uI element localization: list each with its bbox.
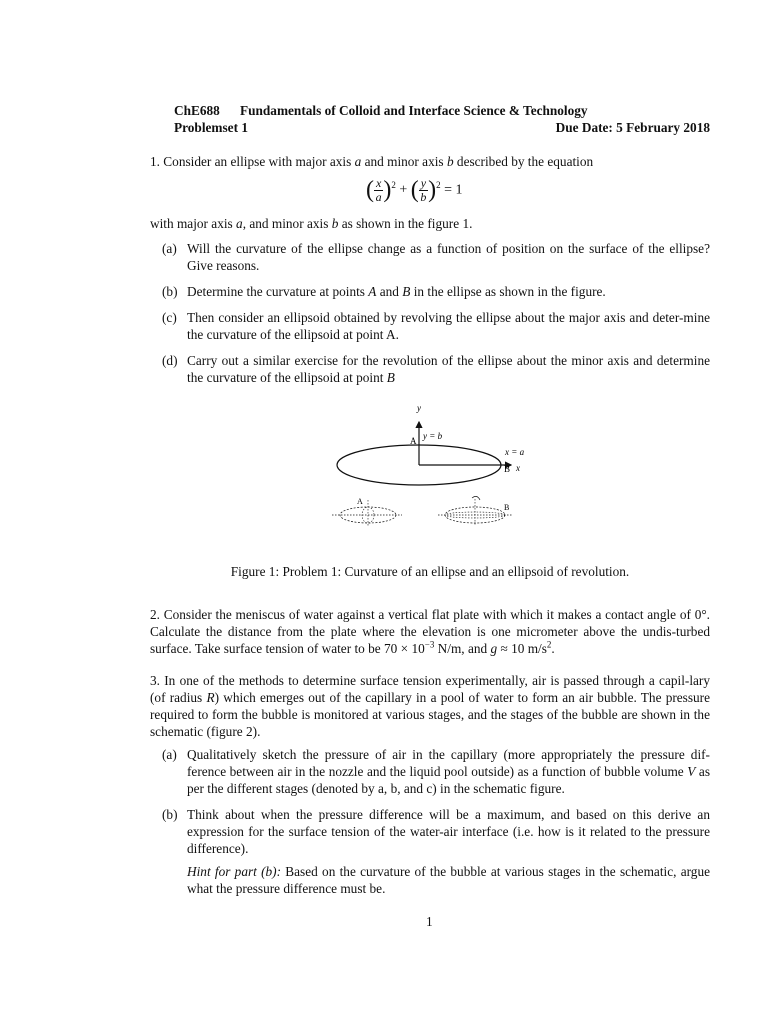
q1-item-a: (a) Will the curvature of the ellipse change as a function of position on the surface of the ellipse? Give reasons. (162, 241, 710, 273)
label-A: A (410, 436, 417, 446)
label-x: x (516, 463, 520, 473)
q1-item-d: (d) Carry out a similar exercise for the revolution of the ellipse about the minor axis and determine the curvature of the ellipsoid at point B (162, 353, 710, 385)
figure-1-ellipse-diagram (320, 398, 550, 526)
label-B: B (504, 464, 511, 474)
rotation-arrow-icon (472, 496, 480, 500)
label-B-ellipsoid: B (504, 503, 510, 512)
course-code: ChE688 (174, 103, 220, 118)
q3-item-b: (b) Think about when the pressure difference will be a maximum, and based on this derive an expression for the surface tension of the water-air interface (i.e. how is it related to the pressure difference). Hint for part (b): Based on the curvature of the bubble at various stages in the schematic, argue what the pressure difference must be. (162, 807, 710, 896)
q1-item-b: (b) Determine the curvature at points A and B in the ellipse as shown in the figure. (162, 284, 606, 299)
q1-intro: 1. Consider an ellipse with major axis a and minor axis b described by the equation (150, 154, 594, 169)
label-y-eq-b: y = b (423, 431, 443, 441)
label-x-eq-a: x = a (505, 447, 525, 457)
page-number: 1 (426, 914, 433, 929)
label-y: y (417, 403, 421, 413)
course-title: Fundamentals of Colloid and Interface Science & Technology (240, 103, 588, 118)
q3-item-a: (a) Qualitatively sketch the pressure of air in the capillary (more appropriately the pressure dif-ference between air in the nozzle and the liquid pool outside) as a function of bubble volume V as per the different stages (denoted by a, b, and c) in the schematic figure. (162, 747, 711, 796)
ellipse-equation: ( $\frac{x}{a}$ )$^2$ + ( $\frac{y}{b}$ )$^2$ = 1 (366, 176, 463, 204)
q3-hint: Hint for part (b): Based on the curvature of the bubble at various stages in the schematic, argue what the pressure difference must be. (187, 864, 710, 896)
problemset-label: Problemset 1 (174, 120, 248, 135)
q2-text: 2. Consider the meniscus of water against a vertical flat plate with which it makes a contact angle of 0°. Calculate the distance from the plate where the elevation is one micrometer above the undis-turbed surface. Take surface tension of water to be $70 \times 10^{-3}$ N/m, and g ≈ 10 $m/s^2$. (150, 607, 710, 656)
q3-text: 3. In one of the methods to determine surface tension experimentally, air is passed through a capil-lary (of radius R) which emerges out of the capillary in a pool of water to form an air bubble. The pressure required to form the bubble is monitored at various stages, and the stages of the bubble are shown in the schematic (figure 2). (150, 673, 710, 739)
q1-after-equation: with major axis a, and minor axis b as shown in the figure 1. (150, 216, 473, 231)
figure-1-caption: Figure 1: Problem 1: Curvature of an ellipse and an ellipsoid of revolution. (230, 564, 630, 579)
label-A-ellipsoid: A (357, 497, 363, 506)
q1-item-c: (c) Then consider an ellipsoid obtained by revolving the ellipse about the major axis and deter-mine the curvature of the ellipsoid at point A. (162, 310, 710, 342)
due-date: Due Date: 5 February 2018 (555, 120, 710, 135)
